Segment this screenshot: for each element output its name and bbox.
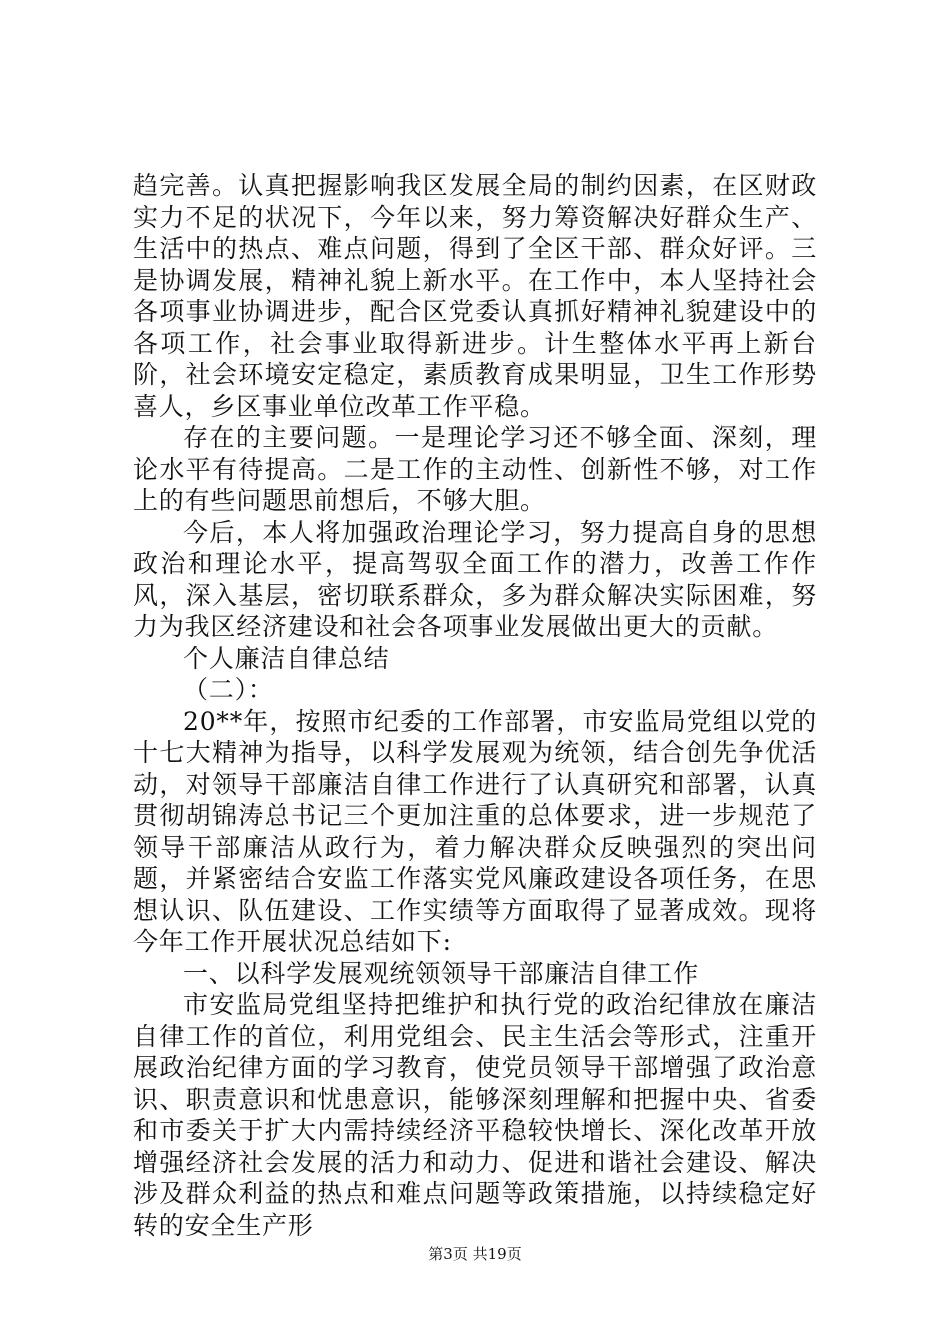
section-subtitle: （二）： — [183, 675, 274, 704]
paragraph-1: 趋完善。认真把握影响我区发展全局的制约因素，在区财政实力不足的状况下，今年以来，努力筹资解决好群众生产、生活中的热点、难点问题，得到了全区干部、群众好评。三是协调发展，精神礼貌上新水平。在工作中，本人坚持社会各项事业协调进步，配合区党委认真抓好精神礼貌建设中的各项工作，社会事业取得新进步。计生整体水平再上新台阶，社会环境安定稳定，素质教育成果明显，卫生工作形势喜人，乡区事业单位改革工作平稳。 — [133, 171, 817, 421]
page-footer: 第3页 共19页 — [428, 1245, 522, 1263]
subheading-1: 一、以科学发展观统领领导干部廉洁自律工作 — [183, 958, 700, 988]
paragraph-8: 市安监局党组坚持把维护和执行党的政治纪律放在廉洁自律工作的首位，利用党组会、民主生活会等形式，注重开展政治纪律方面的学习教育，使党员领导干部增强了政治意识、职责意识和忧患意识，能够深刻理解和把握中央、省委和市委关于扩大内需持续经济平稳较快增长、深化改革开放增强经济社会发展的活力和动力、促进和谐社会建设、解决涉及群众利益的热点和难点问题等政策措施，以持续稳定好转的安全生产形 — [133, 990, 817, 1240]
section-title: 个人廉洁自律总结 — [183, 643, 390, 673]
document-body — [133, 170, 817, 1241]
paragraph-3: 今后，本人将加强政治理论学习，努力提高自身的思想政治和理论水平，提高驾驭全面工作的潜力，改善工作作风，深入基层，密切联系群众，多为群众解决实际困难，努力为我区经济建设和社会各项事业发展做出更大的贡献。 — [133, 517, 817, 641]
paragraph-2: 存在的主要问题。一是理论学习还不够全面、深刻，理论水平有待提高。二是工作的主动性、创新性不够，对工作上的有些问题思前想后，不够大胆。 — [133, 423, 817, 515]
paragraph-6: 20**年，按照市纪委的工作部署，市安监局党组以党的十七大精神为指导，以科学发展观为统领，结合创先争优活动，对领导干部廉洁自律工作进行了认真研究和部署，认真贯彻胡锦涛总书记三个更加注重的总体要求，进一步规范了领导干部廉洁从政行为，着力解决群众反映强烈的突出问题，并紧密结合安监工作落实党风廉政建设各项任务，在思想认识、队伍建设、工作实绩等方面取得了显著成效。现将今年工作开展状况总结如下: — [133, 706, 817, 956]
